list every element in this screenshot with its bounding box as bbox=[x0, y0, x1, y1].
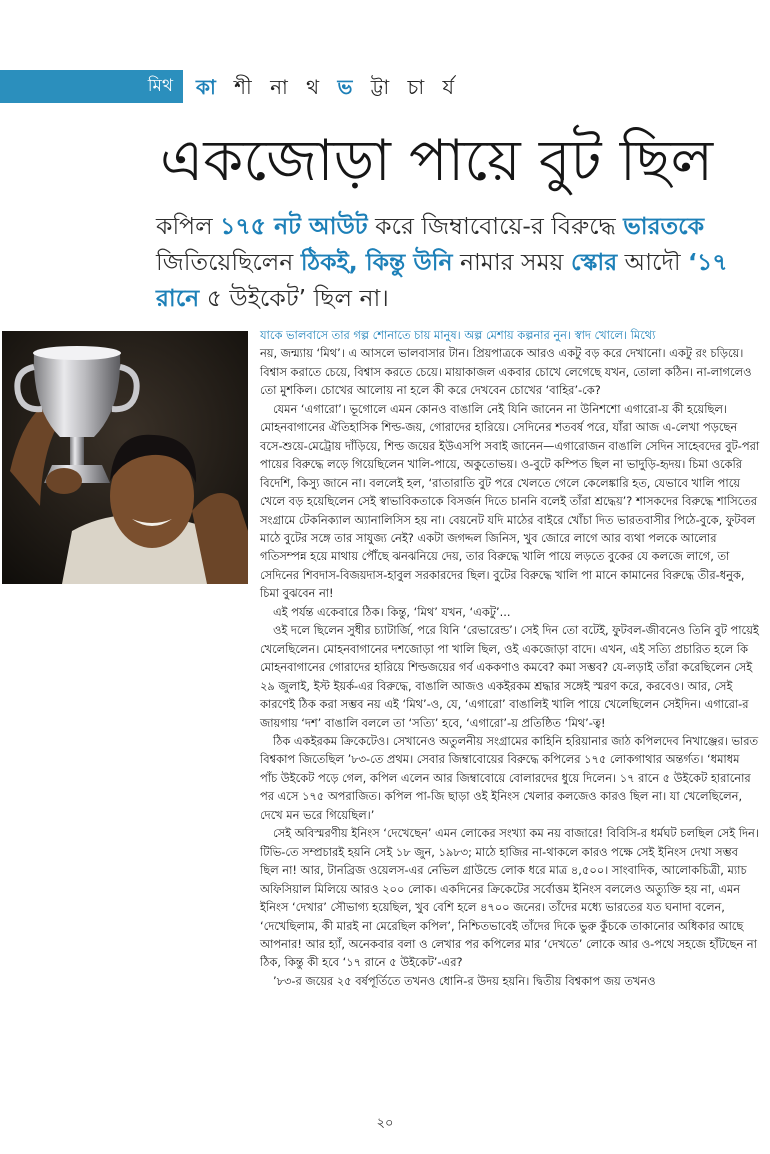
article-body bbox=[260, 326, 760, 990]
deck-highlight: ১৭৫ নট আউট bbox=[220, 212, 368, 240]
trophy-photo-illustration bbox=[2, 331, 248, 584]
author-initial-2: ভ bbox=[337, 75, 359, 99]
body-paragraph: সেই অবিস্মরণীয় ইনিংস ‘দেখেছেন’ এমন লোকের সংখ্যা কম নয় বাজারে! বিবিসি-র ধর্মঘট চলছিল সেই দিন। টিভি-তে সম্প্রচারই হয়নি সেই ১৮ জুন, ১৯৮৩; মাঠে হাজির না-থাকলে কারও পক্ষে সেই ইনিংস দেখা সম্ভব ছিল না! আর, টানব্রিজ ওয়েলস-এর নেভিল গ্রাউন্ডে লোক ধরে মাত্র ৪,৫০০। সাংবাদিক, আলোকচিত্রী, ম্যাচ অফিসিয়াল মিলিয়ে আরও ২০০ লোক। একদিনের ক্রিকেটের সর্বোত্তম ইনিংস বললেও অত্যুক্তি হয় না, এমন ইনিংস ‘দেখার’ সৌভাগ্য হয়েছিল, খুব বেশি হলে ৪৭০০ জনের। তাঁদের মধ্যে ভারতের যত ঘনাদা বলেন, ‘দেখেছিলাম, কী মারই না মেরেছিল কপিল’, নিশ্চিতভাবেই তাঁদের দিকে ভুরু কুঁচকে তাকানোর অধিকার আছে আপনার! আর হ্যাঁ, অনেকবার বলা ও লেখার পর কপিলের মার ‘দেখতে’ লোকে আর ও-পথে সহজে হাঁটছেন না ঠিক, কিন্তু কী হবে ‘১৭ রানে ৫ উইকেট’-এর? bbox=[260, 826, 759, 970]
body-paragraph: যেমন ‘এগারো’। ভূগোলে এমন কোনও বাঙালি নেই যিনি জানেন না উনিশশো এগারো-য় কী হয়েছিল। মোহনবাগানের ঐতিহাসিক শিল্ড-জয়, গোরাদের হারিয়ে। সেদিনের শতবর্ষ পরে, যাঁরা আজ এ-লেখা পড়ছেন বসে-শুয়ে-মেট্রোয় দাঁড়িয়ে, শিল্ড জয়ের ইউএসপি সবাই জানেন—এগারোজন বাঙালি সেদিন সাহেবদের বুট-পরা পায়ের বিরুদ্ধে লড়ে গিয়েছিলেন খালি-পায়ে, অকুতোভয়। ও-বুটে কম্পিত ছিল না ভাদুড়ি-হৃদয়। চিমা ওকেরি বিদেশি, কিস্যু জানে না। বললেই হল, ‘রাতারাতি বুট পরে খেলতে গেলে কেলেঙ্কারি হত, যেভাবে খালি পায়ে খেলে বড় হয়েছিলেন সেই স্বাভাবিকতাকে বিসর্জন দিতে চাননি বলেই তাঁরা শ্রদ্ধেয়’? শাসকদের বিরুদ্ধে শাসিতের সংগ্রামে টেকনিক্যাল অ্যানালিসিস হয় না। বেয়নেট যদি মাঠের বাইরে খোঁচা দিত ভারতবাসীর পিঠে-বুকে, ফুটবল মাঠে বুটের সঙ্গে তার সাযুজ্য নেই? একটা জগদ্দল জিনিস, খুব জোরে লাগে আর ব্যথা পলকে আলোর গতিসম্পন্ন হয়ে মাথায় পৌঁছে ঝনঝনিয়ে দেয়, তার বিরুদ্ধে খালি পায়ে লড়তে বুকের যে কলজে লাগে, তা সেদিনের শিবদাস-বিজয়দাস-হাবুল সরকারদের ছিল। বুটের বিরুদ্ধে খালি পা মানে কামানের বিরুদ্ধে তীর-ধনুক, চিমা বুঝবেন না! bbox=[260, 401, 760, 601]
lead-line: যাকে ভালবাসে তার গল্প শোনাতে চায় মানুষ। অল্প মেশায় কল্পনার নুন। স্বাদ খোলে। মিথ্যে bbox=[260, 328, 656, 342]
author-name-part-1: শী না থ bbox=[234, 75, 326, 99]
page-number: ২০ bbox=[376, 1116, 394, 1131]
deck-highlight: ঠিকই, কিন্তু উনি bbox=[300, 248, 453, 276]
body-paragraph: নয়, জন্ম্যায় ‘মিথ’। এ আসলে ভালবাসার টান। প্রিয়পাত্রকে আরও একটু বড় করে দেখানো। একটু রং চড়িয়ে। বিশ্বাস করাতে চেয়ে, বিশ্বাস করতে চেয়ে। মায়াকাজল একবার চোখে লেগেছে যখন, তোলা কঠিন। না-লাগলেও তো মুশকিল। চোখের আলোয় না হলে কী করে দেখবেন চোখের ‘বাহির’-কে? bbox=[260, 346, 752, 398]
deck-highlight: স্কোর bbox=[570, 248, 618, 276]
author-name-part-2: ট্টা চা র্য bbox=[370, 75, 460, 99]
deck-text: করে জিম্বাবোয়ে-র বিরুদ্ধে bbox=[367, 212, 624, 240]
article-deck bbox=[156, 208, 756, 316]
body-paragraph: ঠিক একইরকম ক্রিকেটেও। সেখানেও অতুলনীয় সংগ্রামের কাহিনি হরিয়ানার জাঠ কপিলদেব নিখাঞ্জের। ভারত বিশ্বকাপ জিতেছিল ’৮৩-তে প্রথম। সেবার জিম্বাবোয়ের বিরুদ্ধে কপিলের ১৭৫ লোকগাথার অন্তর্গত। ‘ধমাধম পাঁচ উইকেট পড়ে গেল, কপিল এলেন আর জিম্বাবোয়ে বোলারদের ধুয়ে দিলেন। ১৭ রানে ৫ উইকেট হারানোর পর এসে ১৭৫ অপরাজিত। কপিল পা-জি ছাড়া ওই ইনিংস খেলার কলজেও কারও ছিল না। যা খেলেছিলেন, দেখে মন ভরে গিয়েছিল।’ bbox=[260, 733, 759, 822]
deck-text: কপিল bbox=[156, 212, 221, 240]
deck-text: নামার সময় bbox=[452, 248, 571, 276]
deck-text: আদৌ bbox=[617, 248, 689, 276]
body-paragraph: এই পর্যন্ত একেবারে ঠিক। কিন্তু, ‘মিথ’ যখন, ‘একটু’... bbox=[273, 604, 511, 619]
body-paragraph: ওই দলে ছিলেন সুধীর চ্যাটার্জি, পরে যিনি ‘রেভারেন্ড’। সেই দিন তো বটেই, ফুটবল-জীবনেও তিনি বুট পায়েই খেলেছিলেন। মোহনবাগানের দশজোড়া পা খালি ছিল, ওই একজোড়া বাদে। এখন, এই সত্যি প্রচারিত হলে কি মোহনবাগানের গোরাদের হারিয়ে শিল্ডজয়ের গর্ব এককণাও কমবে? কমা সম্ভব? যে-লড়াই তাঁরা করেছিলেন সেই ২৯ জুলাই, ইস্ট ইয়র্ক-এর বিরুদ্ধে, বাঙালি আজও একইরকম শ্রদ্ধার সঙ্গেই স্মরণ করে, করবেও। আর, সেই কারণেই ঠিক করা সম্ভব নয় এই ‘মিথ’-ও, যে, ‘এগারো’ বাঙালিই খালি পায়ে খেলেছিলেন সেইদিন। এগারো-র জায়গায় ‘দশ’ বাঙালি বললে তা ‘সত্যি’ হবে, ‘এগারো’-য় প্রতিষ্ঠিত ‘মিথ’-ত্ব! bbox=[260, 623, 759, 730]
body-paragraph: ’৮৩-র জয়ের ২৫ বর্ষপূর্তিতে তখনও ধোনি-র উদয় হয়নি। দ্বিতীয় বিশ্বকাপ জয় তখনও bbox=[273, 973, 656, 988]
article-title: একজোড়া পায়ে বুট ছিল bbox=[160, 128, 714, 194]
author-name bbox=[196, 72, 460, 102]
author-initial-1: কা bbox=[196, 75, 222, 99]
deck-text: জিতিয়েছিলেন bbox=[156, 248, 301, 276]
trophy-photo bbox=[2, 331, 248, 584]
deck-highlight: ভারতকে bbox=[623, 212, 705, 240]
deck-text: ৫ উইকেট’ ছিল না। bbox=[199, 284, 389, 312]
deck-highlight: ‘১৭ রানে bbox=[156, 248, 728, 312]
section-tag: মিথ bbox=[0, 70, 183, 103]
